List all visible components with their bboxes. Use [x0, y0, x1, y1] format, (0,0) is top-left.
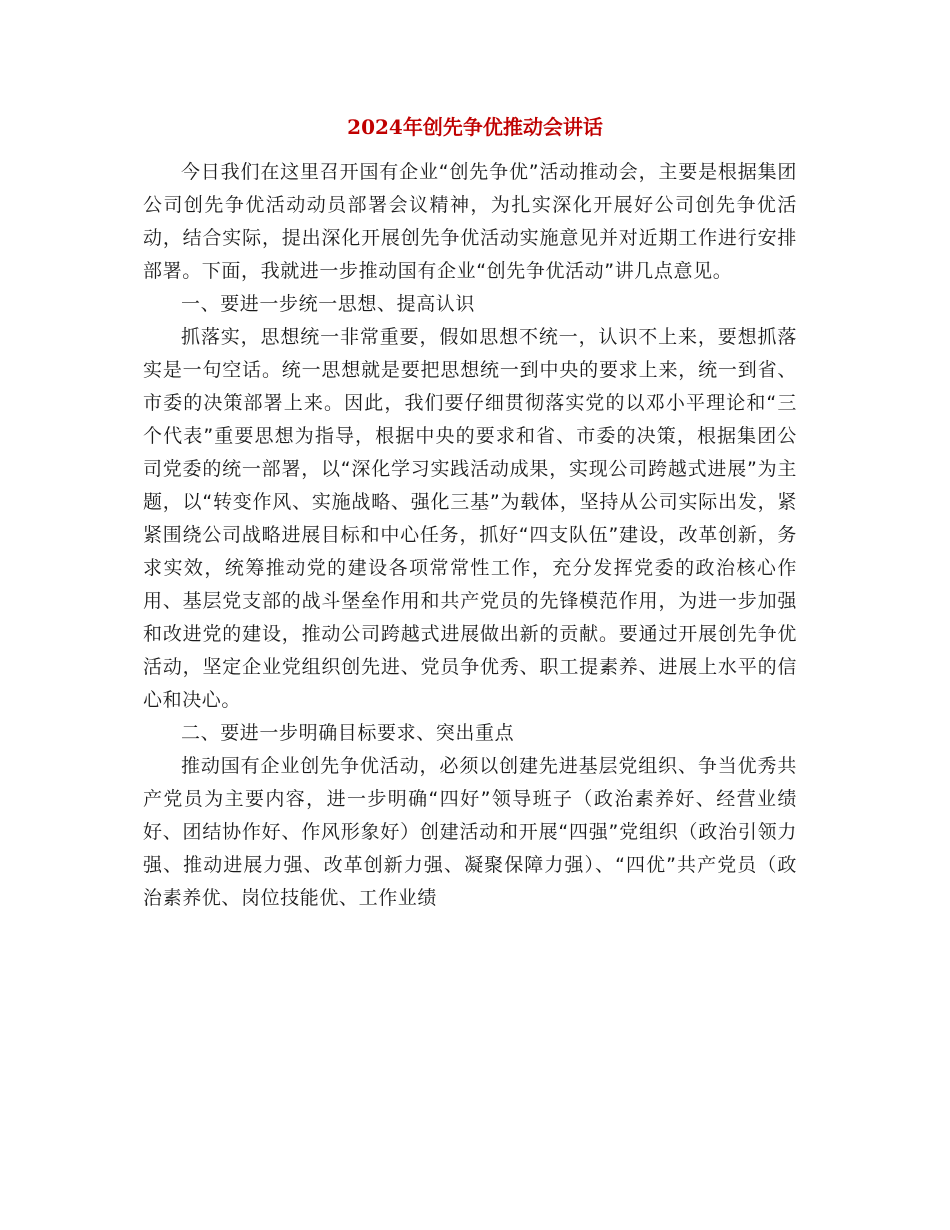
section-heading-2: 二、要进一步明确目标要求、突出重点: [181, 722, 515, 744]
document-body: [143, 156, 797, 915]
document-title: 2024年创先争优推动会讲话: [347, 115, 603, 139]
section-heading-1: 一、要进一步统一思想、提高认识: [181, 293, 476, 315]
paragraph-section-2: 推动国有企业创先争优活动，必须以创建先进基层党组织、争当优秀共产党员为主要内容，进一步明确“四好”领导班子（政治素养好、经营业绩好、团结协作好、作风形象好）创建活动和开展“四强”党组织（政治引领力强、推动进展力强、改革创新力强、凝聚保障力强）、“四优”共产党员（政治素养优、岗位技能优、工作业绩: [143, 755, 797, 909]
paragraph-intro: 今日我们在这里召开国有企业“创先争优”活动推动会，主要是根据集团公司创先争优活动动员部署会议精神，为扎实深化开展好公司创先争优活动，结合实际，提出深化开展创先争优活动实施意见并对近期工作进行安排部署。下面，我就进一步推动国有企业“创先争优活动”讲几点意见。: [143, 161, 797, 282]
paragraph-section-1: 抓落实，思想统一非常重要，假如思想不统一，认识不上来，要想抓落实是一句空话。统一思想就是要把思想统一到中央的要求上来，统一到省、市委的决策部署上来。因此，我们要仔细贯彻落实党的以邓小平理论和“三个代表”重要思想为指导，根据中央的要求和省、市委的决策，根据集团公司党委的统一部署，以“深化学习实践活动成果，实现公司跨越式进展”为主题，以“转变作风、实施战略、强化三基”为载体，坚持从公司实际出发，紧紧围绕公司战略进展目标和中心任务，抓好“四支队伍”建设，改革创新，务求实效，统筹推动党的建设各项常常性工作，充分发挥党委的政治核心作用、基层党支部的战斗堡垒作用和共产党员的先锋模范作用，为进一步加强和改进党的建设，推动公司跨越式进展做出新的贡献。要通过开展创先争优活动，坚定企业党组织创先进、党员争优秀、职工提素养、进展上水平的信心和决心。: [143, 326, 797, 711]
